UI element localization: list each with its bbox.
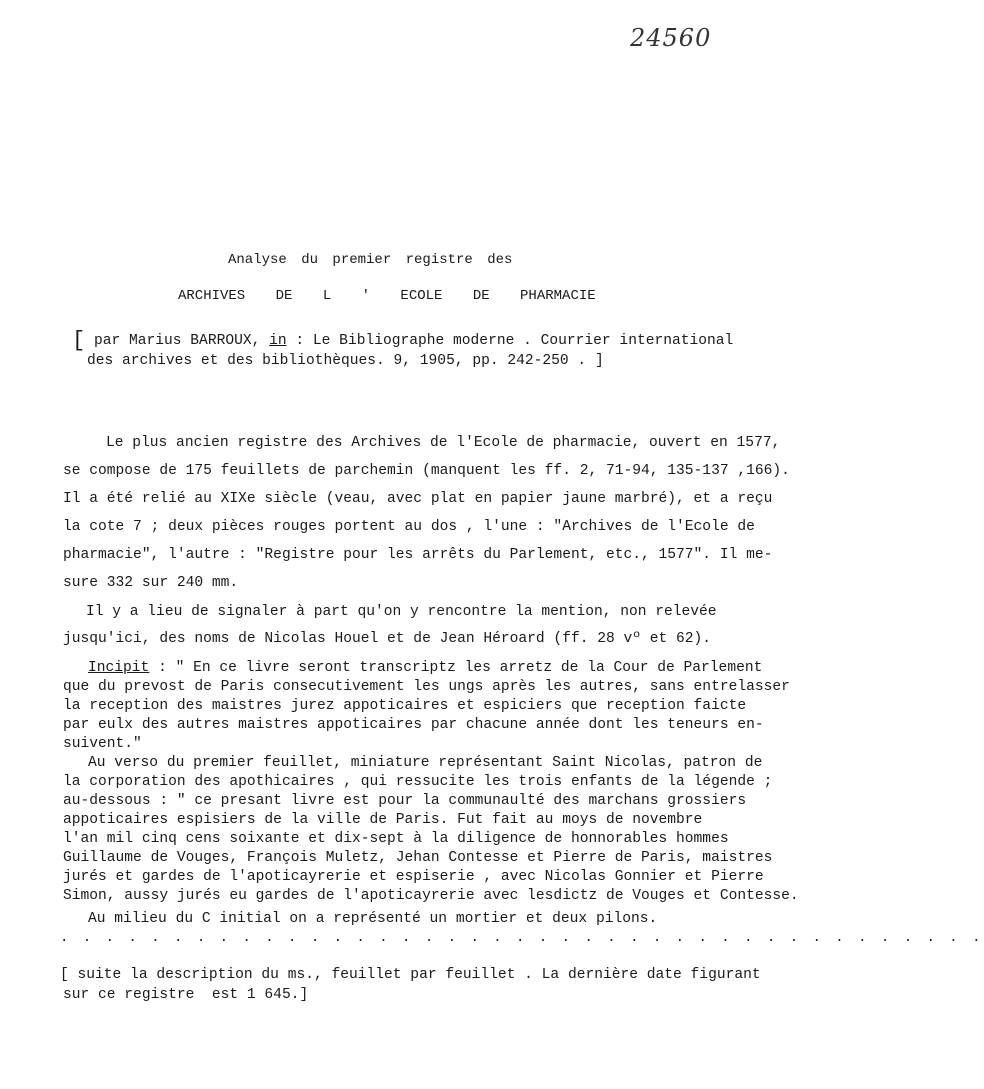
- incipit-line-3: la reception des maistres jurez appoticaires et espiciers que reception faicte: [63, 698, 747, 714]
- p3-line-7: jurés et gardes de l'apoticayrerie et espiserie , avec Nicolas Gonnier et Pierre: [63, 869, 764, 885]
- p1-line-5: pharmacie", l'autre : "Registre pour les arrêts du Parlement, etc., 1577". Il me-: [63, 547, 773, 563]
- incipit-line-1: [88, 659, 762, 677]
- p2-line-2: jusqu'ici, des noms de Nicolas Houel et de Jean Héroard (ff. 28 vº et 62).: [63, 631, 712, 647]
- reference-rest: : Le Bibliographe moderne . Courrier international: [286, 333, 734, 349]
- p3-line-1: Au verso du premier feuillet, miniature représentant Saint Nicolas, patron de: [88, 755, 763, 771]
- p4-line-1: Au milieu du C initial on a représenté un mortier et deux pilons.: [88, 911, 658, 927]
- title-line-1: Analyse du premier registre des: [228, 252, 513, 268]
- incipit-label: Incipit: [88, 660, 150, 676]
- p3-line-2: la corporation des apothicaires , qui ressucite les trois enfants de la légende ;: [63, 774, 773, 790]
- p1-line-2: se compose de 175 feuillets de parchemin (manquent les ff. 2, 71-94, 135-137 ,166).: [63, 463, 790, 479]
- p3-line-8: Simon, aussy jurés eu gardes de l'apoticayrerie avec lesdictz de Vouges et Contesse.: [63, 888, 799, 904]
- p3-line-3: au-dessous : " ce presant livre est pour la communaulté des marchans grossiers: [63, 793, 747, 809]
- incipit-line-1-rest: : " En ce livre seront transcriptz les arretz de la Cour de Parlement: [149, 660, 763, 676]
- closing-line-2: sur ce registre est 1 645.]: [63, 987, 309, 1003]
- p1-line-1: Le plus ancien registre des Archives de l'Ecole de pharmacie, ouvert en 1577,: [106, 435, 781, 451]
- reference-line-1: [72, 328, 734, 353]
- closing-line-1: [ suite la description du ms., feuillet par feuillet . La dernière date figurant: [60, 967, 761, 983]
- p3-line-6: Guillaume de Vouges, François Muletz, Jehan Contesse et Pierre de Paris, maistres: [63, 850, 773, 866]
- p1-line-6: sure 332 sur 240 mm.: [63, 575, 239, 591]
- p2-line-1: Il y a lieu de signaler à part qu'on y rencontre la mention, non relevée: [86, 604, 717, 620]
- incipit-line-4: par eulx des autres maistres appoticaires par chacune année dont les teneurs en-: [63, 717, 764, 733]
- reference-prefix: par Marius BARROUX,: [93, 333, 270, 349]
- p1-line-3: Il a été relié au XIXe siècle (veau, avec plat en papier jaune marbré), et a reçu: [63, 491, 773, 507]
- reference-in: in: [269, 333, 287, 349]
- reference-line-2: des archives et des bibliothèques. 9, 1905, pp. 242-250 . ]: [87, 353, 604, 369]
- ellipsis-dots: . . . . . . . . . . . . . . . . . . . . . . . . . . . . . . . . . . . . . . . . .: [60, 930, 984, 946]
- incipit-line-5: suivent.": [63, 736, 142, 752]
- p1-line-4: la cote 7 ; deux pièces rouges portent au dos , l'une : "Archives de l'Ecole de: [63, 519, 755, 535]
- p3-line-5: l'an mil cinq cens soixante et dix-sept à la diligence de honnorables hommes: [63, 831, 729, 847]
- open-bracket: [: [72, 328, 86, 353]
- incipit-line-2: que du prevost de Paris consecutivement les ungs après les autres, sans entrelasser: [63, 679, 790, 695]
- p3-line-4: appoticaires espisiers de la ville de Paris. Fut fait au moys de novembre: [63, 812, 703, 828]
- handwritten-catalog-number: 24560: [630, 24, 712, 52]
- title-line-2: ARCHIVES DE L ' ECOLE DE PHARMACIE: [178, 288, 596, 304]
